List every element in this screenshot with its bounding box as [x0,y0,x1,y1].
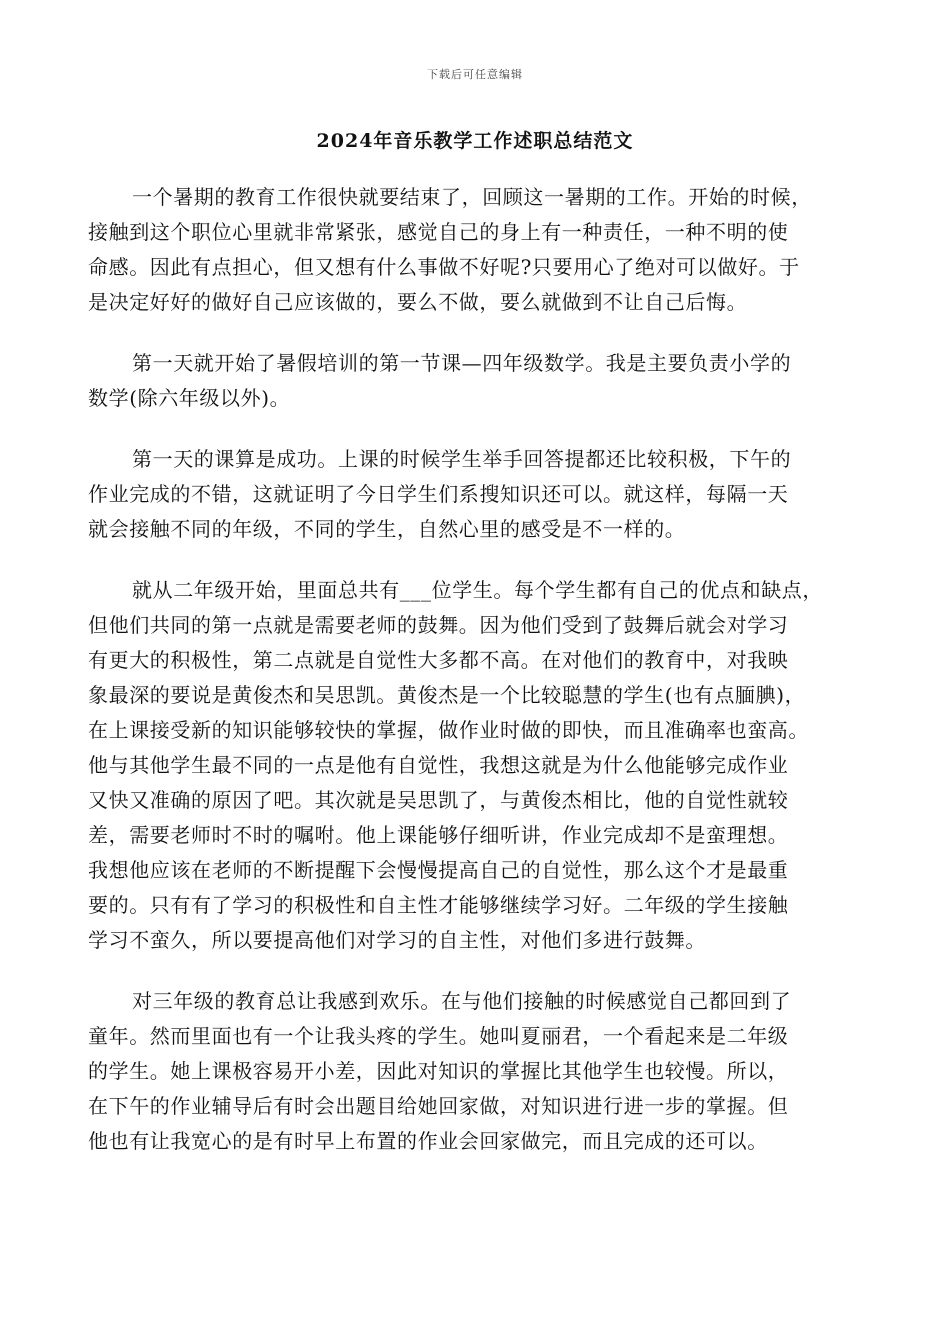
header-note: 下载后可任意编辑 [427,68,523,81]
text-line: 第一天的课算是成功。上课的时候学生举手回答提都还比较积极，下午的 [132,447,792,471]
text-line: 在下午的作业辅导后有时会出题目给她回家做，对知识进行进一步的掌握。但 [88,1094,789,1118]
text-line: 童年。然而里面也有一个让我头疼的学生。她叫夏丽君，一个看起来是二年级 [88,1024,789,1048]
text-line: 又快又准确的原因了吧。其次就是吴思凯了，与黄俊杰相比，他的自觉性就较 [88,788,789,812]
text-line: 我想他应该在老师的不断提醒下会慢慢提高自己的自觉性，那么这个才是最重 [88,858,789,882]
text-line: 对三年级的教育总让我感到欢乐。在与他们接触的时候感觉自己都回到了 [132,989,792,1013]
text-line: 接触到这个职位心里就非常紧张，感觉自己的身上有一种责任，一种不明的使 [88,220,789,244]
document-body [88,180,878,1185]
paragraph-4 [88,573,878,958]
text-line: 就从二年级开始，里面总共有___位学生。每个学生都有自己的优点和缺点， [132,578,823,602]
paragraph-5 [88,984,878,1159]
text-line: 一个暑期的教育工作很快就要结束了，回顾这一暑期的工作。开始的时候， [132,185,812,209]
text-line: 差，需要老师时不时的嘱咐。他上课能够仔细听讲，作业完成却不是蛮理想。 [88,823,789,847]
text-line: 学习不蛮久，所以要提高他们对学习的自主性，对他们多进行鼓舞。 [88,928,706,952]
text-line: 但他们共同的第一点就是需要老师的鼓舞。因为他们受到了鼓舞后就会对学习 [88,613,789,637]
document-title: 2024年音乐教学工作述职总结范文 [316,130,634,152]
text-line: 的学生。她上课极容易开小差，因此对知识的掌握比其他学生也较慢。所以， [88,1059,789,1083]
text-line: 是决定好好的做好自己应该做的，要么不做，要么就做到不让自己后悔。 [88,290,748,314]
text-line: 数学(除六年级以外)。 [88,386,291,410]
text-line: 要的。只有有了学习的积极性和自主性才能够继续学习好。二年级的学生接触 [88,893,789,917]
text-line: 作业完成的不错，这就证明了今日学生们系搜知识还可以。就这样，每隔一天 [88,482,789,506]
text-line: 他也有让我宽心的是有时早上布置的作业会回家做完，而且完成的还可以。 [88,1129,768,1153]
paragraph-1 [88,180,878,320]
text-line: 有更大的积极性，第二点就是自觉性大多都不高。在对他们的教育中，对我映 [88,648,789,672]
text-line: 命感。因此有点担心，但又想有什么事做不好呢?只要用心了绝对可以做好。于 [88,255,800,279]
text-line: 在上课接受新的知识能够较快的掌握，做作业时做的即快，而且准确率也蛮高。 [88,718,809,742]
text-line: 第一天就开始了暑假培训的第一节课—四年级数学。我是主要负责小学的 [132,351,792,375]
text-line: 就会接触不同的年级，不同的学生，自然心里的感受是不一样的。 [88,517,686,541]
text-line: 他与其他学生最不同的一点是他有自觉性，我想这就是为什么他能够完成作业 [88,753,789,777]
text-line: 象最深的要说是黄俊杰和吴思凯。黄俊杰是一个比较聪慧的学生(也有点腼腆)， [88,683,806,707]
paragraph-3 [88,442,878,547]
paragraph-2 [88,346,878,416]
